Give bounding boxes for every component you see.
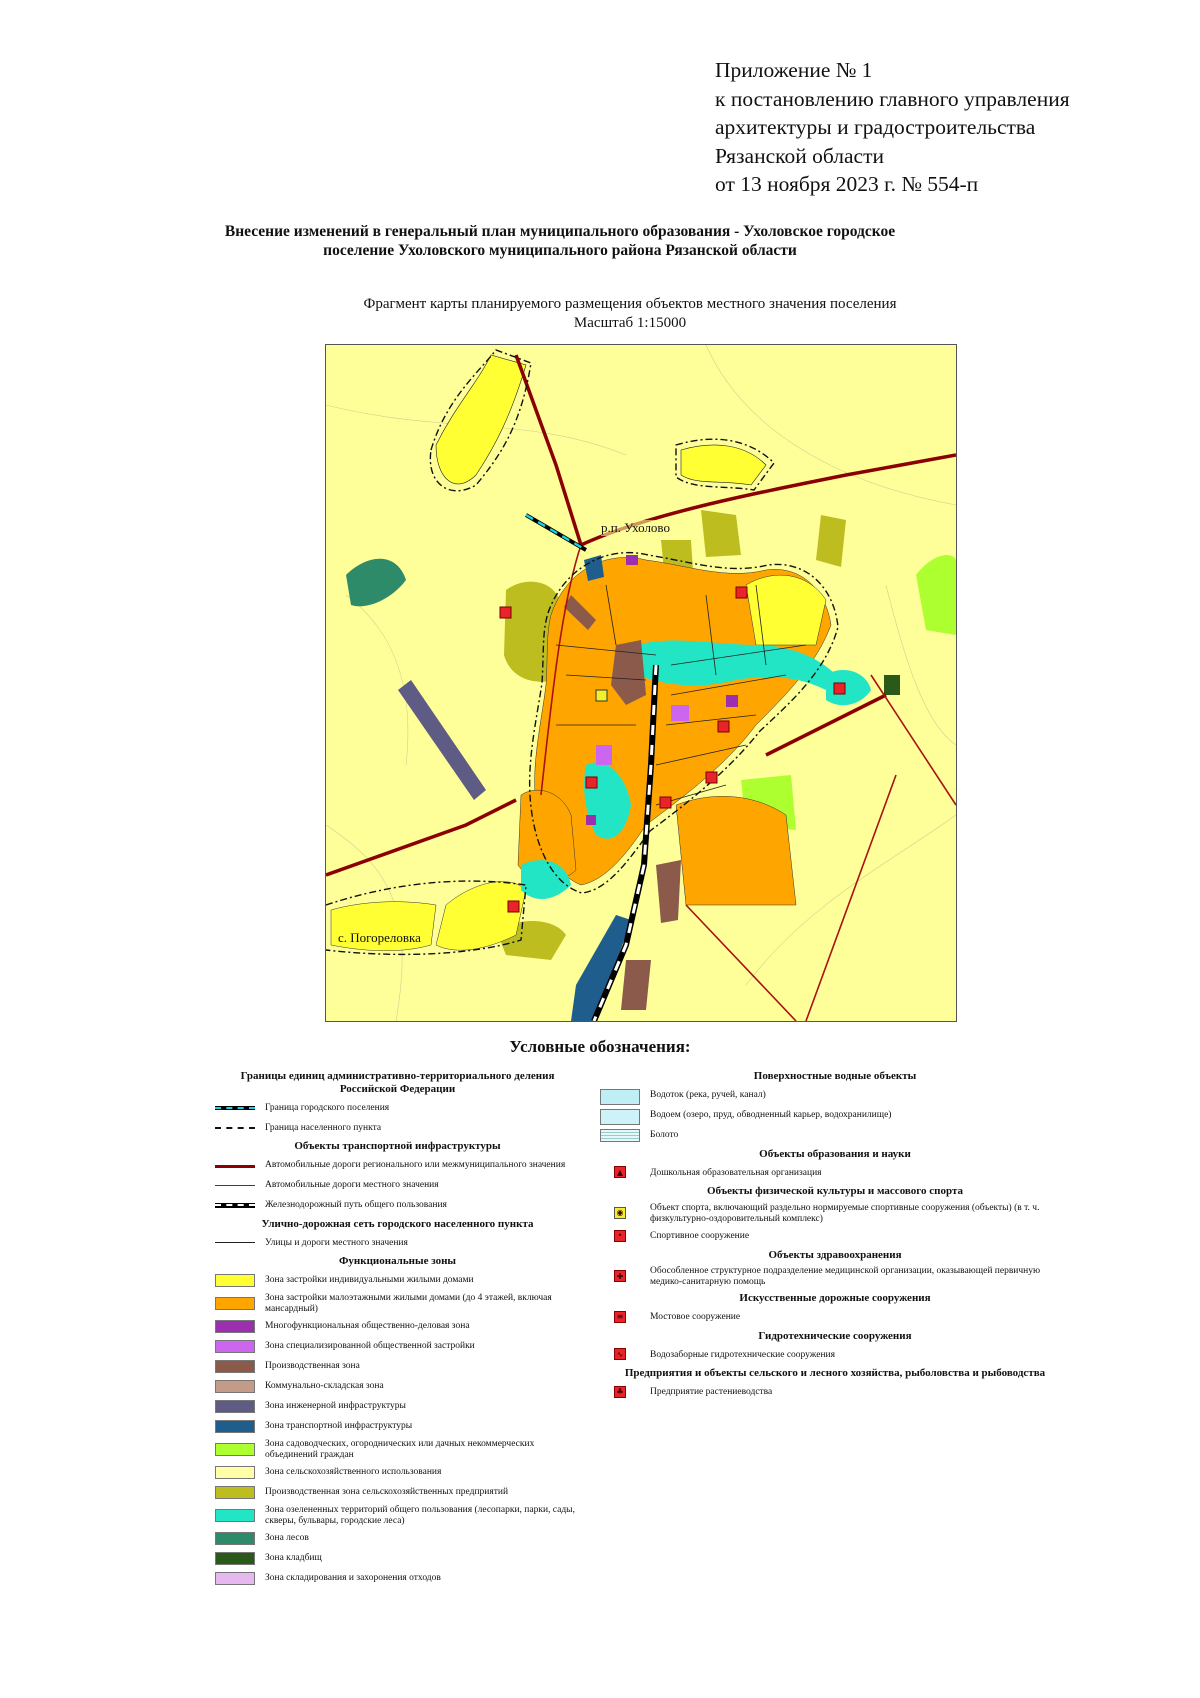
- legend-zone-item: [215, 1419, 580, 1435]
- zone-color-swatch: [215, 1380, 255, 1393]
- legend-label: Болото: [650, 1130, 679, 1140]
- crop-enterprise-icon: ♣: [614, 1386, 626, 1398]
- map-fragment: [325, 344, 957, 1022]
- legend-label: Зона застройки индивидуальными жилыми домами: [265, 1275, 474, 1285]
- legend-label: Водоем (озеро, пруд, обводненный карьер, водохранилище): [650, 1110, 892, 1120]
- legend-label: Автомобильные дороги местного значения: [265, 1180, 439, 1190]
- zone-color-swatch: [215, 1320, 255, 1333]
- label-village: с. Погореловка: [338, 930, 421, 945]
- map-caption-text: Фрагмент карты планируемого размещения объектов местного значения поселения: [363, 296, 897, 312]
- map-canvas: [326, 345, 956, 1021]
- legend-zone-item: [215, 1319, 580, 1335]
- zone-business: [726, 695, 738, 707]
- legend-zone-item: [215, 1571, 580, 1587]
- legend-label: Зона складирования и захоронения отходов: [265, 1573, 441, 1583]
- legend-item: [600, 1128, 1070, 1144]
- legend-label: Производственная зона: [265, 1361, 360, 1371]
- zone-color-swatch: [215, 1340, 255, 1353]
- railway-symbol: [215, 1199, 255, 1213]
- bridge-icon: ≡: [614, 1311, 626, 1323]
- title-line-1: Внесение изменений в генеральный план муниципального образования - Ухоловское городское: [224, 223, 896, 240]
- kindergarten-icon: ▲: [614, 1166, 626, 1178]
- legend-label: Дошкольная образовательная организация: [650, 1167, 822, 1178]
- legend-section-transport: Объекты транспортной инфраструктуры: [294, 1140, 501, 1152]
- legend-label: Многофункциональная общественно-деловая зона: [265, 1321, 470, 1331]
- zone-color-swatch: [215, 1420, 255, 1433]
- zone-agro-production: [816, 515, 846, 567]
- legend-section-water: Поверхностные водные объекты: [753, 1070, 917, 1082]
- legend-label: Коммунально-складская зона: [265, 1381, 384, 1391]
- sport-facility-icon: •: [614, 1230, 626, 1242]
- zone-color-swatch: [215, 1297, 255, 1310]
- swamp-swatch: [600, 1129, 640, 1142]
- legend-zone-item: [215, 1485, 580, 1501]
- zone-color-swatch: [215, 1532, 255, 1545]
- zone-business: [586, 815, 596, 825]
- sport-facility-marker: [736, 587, 747, 598]
- settlement-boundary-symbol: [215, 1121, 255, 1135]
- appendix-header: [715, 56, 1070, 199]
- medical-icon: ✚: [614, 1270, 626, 1282]
- water-intake-icon: ∿: [614, 1348, 626, 1360]
- legend-label: Улицы и дороги местного значения: [265, 1237, 408, 1248]
- legend-section-hydro: Гидротехнические сооружения: [758, 1329, 912, 1342]
- legend-label: Зона транспортной инфраструктуры: [265, 1421, 413, 1431]
- legend-label: Граница населенного пункта: [265, 1122, 382, 1133]
- legend-label: Зона лесов: [265, 1533, 309, 1543]
- legend-zone-item: [215, 1551, 580, 1567]
- zone-color-swatch: [215, 1400, 255, 1413]
- appendix-line: Приложение № 1: [715, 58, 873, 82]
- legend-zone-item: [215, 1293, 580, 1315]
- legend-zone-item: [215, 1531, 580, 1547]
- appendix-line: архитектуры и градостроительства: [715, 115, 1036, 139]
- legend-zone-item: [215, 1379, 580, 1395]
- zone-lowrise-housing: [676, 796, 796, 905]
- legend-section-education: Объекты образования и науки: [759, 1147, 911, 1160]
- legend-section-road-structures: Искусственные дорожные сооружения: [739, 1292, 931, 1304]
- legend-section-streets: Улично-дорожная сеть городского населенного пункта: [261, 1217, 534, 1230]
- local-road-symbol: [215, 1179, 255, 1193]
- zone-color-swatch: [215, 1443, 255, 1456]
- legend-zone-item: [215, 1273, 580, 1289]
- zone-color-swatch: [215, 1486, 255, 1499]
- legend-label: Зона кладбищ: [265, 1553, 322, 1563]
- legend-label: Спортивное сооружение: [650, 1231, 750, 1241]
- kindergarten-marker: [500, 607, 511, 618]
- zone-color-swatch: [215, 1552, 255, 1565]
- document-title: [160, 222, 960, 260]
- legend-item: [600, 1347, 1070, 1363]
- legend-item: [215, 1120, 580, 1136]
- legend-section-admin: Границы единиц административно-территориального деления Российской Федерации: [240, 1070, 555, 1095]
- zone-agro-production: [701, 510, 741, 557]
- health-marker: [834, 683, 845, 694]
- legend-item: [215, 1100, 580, 1116]
- legend-label: Водоток (река, ручей, канал): [650, 1090, 766, 1100]
- legend-item: [600, 1203, 1070, 1225]
- watercourse-swatch: [600, 1089, 640, 1105]
- zone-business: [626, 555, 638, 565]
- zone-cemetery: [884, 675, 900, 695]
- legend-right: [600, 1070, 1070, 1405]
- legend-item: [600, 1165, 1070, 1181]
- legend-label: Зона инженерной инфраструктуры: [265, 1401, 406, 1411]
- legend-label: Граница городского поселения: [265, 1102, 390, 1113]
- legend-section-zones: Функциональные зоны: [338, 1255, 457, 1267]
- legend-zone-item: [215, 1505, 580, 1527]
- legend-label: Железнодорожный путь общего пользования: [265, 1200, 447, 1210]
- appendix-line: от 13 ноября 2023 г. № 554-п: [715, 172, 979, 196]
- legend-item: [215, 1235, 580, 1251]
- legend-label: Зона озелененных территорий общего пользования (лесопарки, парки, сады, скверы, бульвары, городские леса): [265, 1504, 575, 1526]
- legend-item: [600, 1088, 1070, 1104]
- legend-label: Производственная зона сельскохозяйственных предприятий: [265, 1487, 509, 1497]
- bridge-marker: [586, 777, 597, 788]
- legend-label: Зона сельскохозяйственного использования: [265, 1467, 442, 1477]
- legend-label: Зона садоводческих, огороднических или дачных некоммерческих объединений граждан: [265, 1438, 535, 1460]
- title-line-2: поселение Ухоловского муниципального района Рязанской области: [323, 242, 797, 259]
- zone-color-swatch: [215, 1572, 255, 1585]
- map-scale: Масштаб 1:15000: [573, 315, 687, 331]
- legend-item: [600, 1266, 1070, 1288]
- legend-label: Автомобильные дороги регионального или межмуниципального значения: [265, 1160, 566, 1170]
- zone-color-swatch: [215, 1274, 255, 1287]
- legend-label: Зона застройки малоэтажными жилыми домами (до 4 этажей, включая мансардный): [265, 1292, 552, 1314]
- zone-color-swatch: [215, 1509, 255, 1522]
- bridge-marker: [660, 797, 671, 808]
- sport-complex-icon: ◉: [614, 1207, 626, 1219]
- appendix-line: Рязанской области: [715, 143, 884, 168]
- street-symbol: [215, 1236, 255, 1250]
- legend-label: Предприятие растениеводства: [650, 1387, 773, 1397]
- zone-specialized-public: [671, 705, 689, 721]
- zone-specialized-public: [596, 745, 612, 765]
- water-intake-marker: [706, 772, 717, 783]
- legend-label: Зона специализированной общественной застройки: [265, 1341, 475, 1351]
- bridge-marker: [508, 901, 519, 912]
- zone-color-swatch: [215, 1466, 255, 1479]
- label-town: р.п. Ухолово: [601, 520, 670, 535]
- sport-complex-marker: [596, 690, 607, 701]
- zones-list: [215, 1273, 580, 1587]
- zone-production: [621, 960, 651, 1010]
- legend-zone-item: [215, 1465, 580, 1481]
- legend-section-agriculture: Предприятия и объекты сельского и лесного хозяйства, рыболовства и рыбоводства: [624, 1367, 1046, 1379]
- legend-item: [215, 1158, 580, 1174]
- legend-item: [215, 1198, 580, 1214]
- legend-title: Условные обозначения:: [509, 1037, 691, 1056]
- legend-item: [600, 1385, 1070, 1401]
- regional-road-symbol: [215, 1159, 255, 1173]
- city-boundary-symbol: [215, 1101, 255, 1115]
- legend-label: Мостовое сооружение: [650, 1312, 741, 1322]
- appendix-line: к постановлению главного управления: [715, 86, 1070, 111]
- zone-color-swatch: [215, 1360, 255, 1373]
- legend-section-health: Объекты здравоохранения: [768, 1248, 902, 1261]
- water-body-swatch: [600, 1109, 640, 1125]
- legend-left: [215, 1070, 580, 1591]
- legend-label: Водозаборные гидротехнические сооружения: [650, 1349, 836, 1360]
- legend-item: [600, 1229, 1070, 1245]
- legend-zone-item: [215, 1399, 580, 1415]
- kindergarten-marker: [718, 721, 729, 732]
- legend-zone-item: [215, 1339, 580, 1355]
- legend-label: Объект спорта, включающий раздельно нормируемые спортивные сооружения (объекты) (в т. ч. физкультурно-оздоровительный комплекс): [650, 1202, 1040, 1224]
- legend-item: [600, 1310, 1070, 1326]
- legend-label: Обособленное структурное подразделение медицинской организации, оказывающей первичную медико-санитарную помощь: [650, 1266, 1041, 1287]
- legend-item: [600, 1108, 1070, 1124]
- map-caption: [300, 295, 960, 333]
- legend-item: [215, 1178, 580, 1194]
- legend-section-sport: Объекты физической культуры и массового спорта: [706, 1185, 963, 1197]
- legend-zone-item: [215, 1439, 580, 1461]
- legend-zone-item: [215, 1359, 580, 1375]
